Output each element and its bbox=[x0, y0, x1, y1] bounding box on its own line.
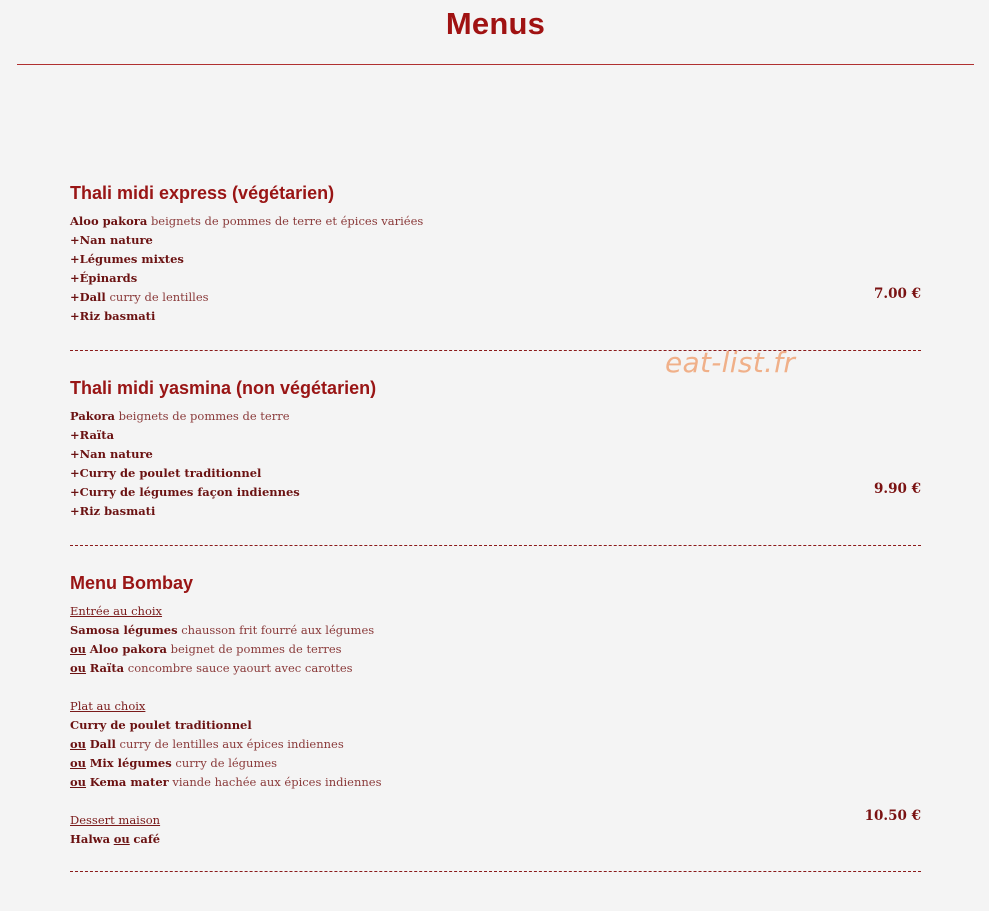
item-name: +Riz basmati bbox=[70, 504, 156, 518]
item-name: +Curry de légumes façon indiennes bbox=[70, 485, 300, 499]
item-description: curry de lentilles aux épices indiennes bbox=[119, 737, 344, 751]
or-connector: ou bbox=[70, 737, 87, 751]
menu-line bbox=[70, 231, 921, 250]
item-name: Mix légumes bbox=[89, 756, 172, 770]
item-description: curry de légumes bbox=[175, 756, 278, 770]
item-description: viande hachée aux épices indiennes bbox=[172, 775, 382, 789]
menu-line bbox=[70, 502, 921, 521]
item-name: Pakora bbox=[70, 409, 115, 423]
menu-line bbox=[70, 407, 921, 426]
menu-line bbox=[70, 640, 921, 659]
item-name: Raïta bbox=[89, 661, 125, 675]
menu-line bbox=[70, 426, 921, 445]
item-description: chausson frit fourré aux légumes bbox=[181, 623, 375, 637]
menu-title: Thali midi express (végétarien) bbox=[70, 183, 335, 203]
or-connector: ou bbox=[113, 832, 130, 846]
menu-card bbox=[70, 377, 921, 527]
menu-price: 7.00 € bbox=[874, 286, 921, 302]
menu-card bbox=[70, 572, 921, 857]
menu-items bbox=[70, 407, 921, 521]
page-header bbox=[17, 0, 974, 65]
item-name: +Nan nature bbox=[70, 447, 153, 461]
menu-line bbox=[70, 659, 921, 678]
menu-line bbox=[70, 212, 921, 231]
or-connector: ou bbox=[70, 661, 87, 675]
item-name: café bbox=[133, 832, 161, 846]
menu-line bbox=[70, 773, 921, 792]
menu-line bbox=[70, 464, 921, 483]
item-name: +Riz basmati bbox=[70, 309, 156, 323]
item-name: Kema mater bbox=[89, 775, 169, 789]
item-description: curry de lentilles bbox=[109, 290, 209, 304]
menu-line bbox=[70, 716, 921, 735]
menu-title: Menu Bombay bbox=[70, 573, 194, 593]
menu-line bbox=[70, 250, 921, 269]
or-connector: ou bbox=[70, 642, 87, 656]
item-name: Curry de poulet traditionnel bbox=[70, 718, 252, 732]
menu-line bbox=[70, 445, 921, 464]
menu-items bbox=[70, 212, 921, 326]
item-name: Dall bbox=[89, 737, 116, 751]
dashed-divider bbox=[70, 350, 921, 351]
item-name: +Nan nature bbox=[70, 233, 153, 247]
item-name: +Dall bbox=[70, 290, 106, 304]
course-heading: Entrée au choix bbox=[70, 604, 163, 618]
menu-items bbox=[70, 602, 921, 849]
menu-line bbox=[70, 830, 921, 849]
item-description: beignets de pommes de terre et épices variées bbox=[150, 214, 424, 228]
or-connector: ou bbox=[70, 756, 87, 770]
or-connector: ou bbox=[70, 775, 87, 789]
menu-line bbox=[70, 621, 921, 640]
item-name: +Raïta bbox=[70, 428, 115, 442]
item-name: Halwa bbox=[70, 832, 111, 846]
watermark: eat-list.fr bbox=[665, 346, 796, 379]
menu-line bbox=[70, 754, 921, 773]
menu-price: 10.50 € bbox=[864, 808, 921, 824]
page-title: Menus bbox=[445, 6, 546, 41]
course-heading: Dessert maison bbox=[70, 813, 161, 827]
dashed-divider bbox=[70, 871, 921, 872]
menu-line bbox=[70, 307, 921, 326]
menu-title: Thali midi yasmina (non végétarien) bbox=[70, 378, 377, 398]
menu-line bbox=[70, 269, 921, 288]
item-name: Aloo pakora bbox=[89, 642, 167, 656]
item-description: concombre sauce yaourt avec carottes bbox=[127, 661, 353, 675]
menu-card bbox=[70, 182, 921, 332]
item-description: beignet de pommes de terres bbox=[170, 642, 342, 656]
item-description: beignets de pommes de terre bbox=[118, 409, 290, 423]
menu-line bbox=[70, 735, 921, 754]
item-name: +Légumes mixtes bbox=[70, 252, 184, 266]
course-heading: Plat au choix bbox=[70, 699, 146, 713]
dashed-divider bbox=[70, 545, 921, 546]
menu-line bbox=[70, 483, 921, 502]
menu-line bbox=[70, 288, 921, 307]
item-name: +Curry de poulet traditionnel bbox=[70, 466, 262, 480]
item-name: +Épinards bbox=[70, 271, 138, 285]
item-name: Samosa légumes bbox=[70, 623, 178, 637]
menu-price: 9.90 € bbox=[874, 481, 921, 497]
item-name: Aloo pakora bbox=[70, 214, 148, 228]
